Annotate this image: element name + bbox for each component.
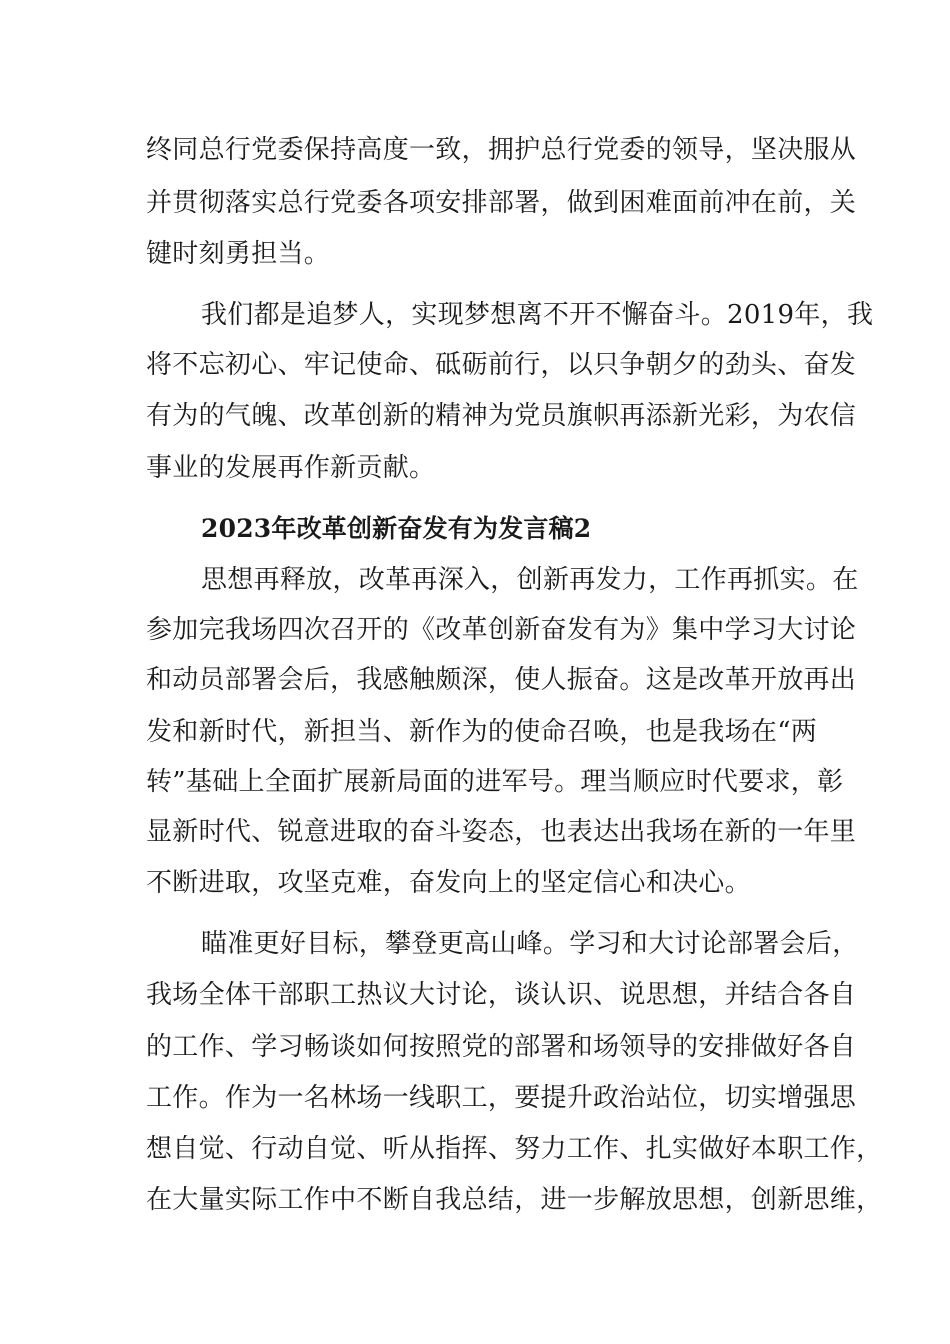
paragraph-1-line-1: 终同总行党委保持高度一致，拥护总行党委的领导，坚决服从 [146, 135, 857, 165]
paragraph-3-line-2: 参加完我场四次召开的《改革创新奋发有为》集中学习大讨论 [146, 615, 857, 645]
paragraph-4-line-3: 的工作、学习畅谈如何按照党的部署和场领导的安排做好各自 [146, 1032, 857, 1062]
paragraph-2-line-1: 我们都是追梦人，实现梦想离不开不懈奋斗。2019年，我 [201, 300, 874, 330]
paragraph-4-line-4: 工作。作为一名林场一线职工，要提升政治站位，切实增强思 [146, 1083, 857, 1113]
paragraph-3-line-3: 和动员部署会后，我感触颇深，使人振奋。这是改革开放再出 [146, 665, 857, 695]
paragraph-2-line-2: 将不忘初心、牢记使命、砥砺前行，以只争朝夕的劲头、奋发 [146, 350, 857, 380]
paragraph-3-line-4: 发和新时代，新担当、新作为的使命召唤，也是我场在“两 [146, 717, 818, 747]
paragraph-2-line-4: 事业的发展再作新贡献。 [146, 453, 436, 483]
paragraph-2-line-3: 有为的气魄、改革创新的精神为党员旗帜再添新光彩，为农信 [146, 401, 857, 431]
paragraph-4-line-5: 想自觉、行动自觉、听从指挥、努力工作、扎实做好本职工作， [146, 1134, 883, 1164]
paragraph-4-line-2: 我场全体干部职工热议大讨论，谈认识、说思想，并结合各自 [146, 980, 857, 1010]
paragraph-3-line-5: 转”基础上全面扩展新局面的进军号。理当顺应时代要求，彰 [146, 767, 844, 797]
paragraph-3-line-1: 思想再释放，改革再深入，创新再发力，工作再抓实。在 [201, 565, 859, 595]
paragraph-1-line-2: 并贯彻落实总行党委各项安排部署，做到困难面前冲在前，关 [146, 188, 857, 218]
section-heading: 2023年改革创新奋发有为发言稿2 [201, 514, 592, 543]
paragraph-3-line-7: 不断进取，攻坚克难，奋发向上的坚定信心和决心。 [146, 868, 751, 898]
paragraph-3-line-6: 显新时代、锐意进取的奋斗姿态，也表达出我场在新的一年里 [146, 817, 857, 847]
paragraph-4-line-1: 瞄准更好目标，攀登更高山峰。学习和大讨论部署会后， [201, 929, 859, 959]
paragraph-4-line-6: 在大量实际工作中不断自我总结，进一步解放思想，创新思维， [146, 1185, 883, 1215]
paragraph-1-line-3: 键时刻勇担当。 [146, 239, 331, 269]
